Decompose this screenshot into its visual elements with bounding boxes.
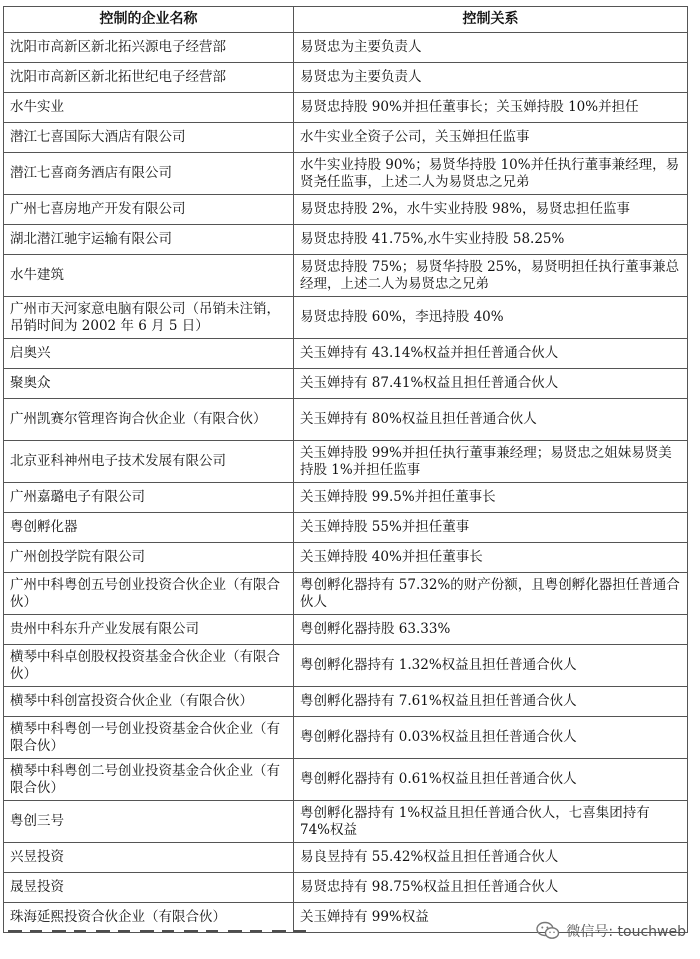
company-name-cell: 广州七喜房地产开发有限公司 bbox=[4, 195, 294, 225]
company-name-cell: 粤创孵化器 bbox=[4, 513, 294, 543]
table-row bbox=[4, 843, 688, 873]
control-relation-cell: 易贤忠持股 90%并担任董事长；关玉婵持股 10%并担任 bbox=[294, 93, 688, 123]
table-row bbox=[4, 399, 688, 441]
control-relation-cell: 关玉婵持有 80%权益且担任普通合伙人 bbox=[294, 399, 688, 441]
control-relation-cell: 易贤忠持有 98.75%权益且担任普通合伙人 bbox=[294, 873, 688, 903]
table-row bbox=[4, 33, 688, 63]
table-row bbox=[4, 339, 688, 369]
company-name-cell: 珠海延熙投资合伙企业（有限合伙） bbox=[4, 903, 294, 933]
cropped-footnote-line bbox=[8, 930, 308, 932]
table-row bbox=[4, 195, 688, 225]
control-relation-cell: 水牛实业持股 90%；易贤华持股 10%并任执行董事兼经理，易贤尧任监事，上述二人为易贤忠之兄弟 bbox=[294, 153, 688, 195]
control-relation-cell: 粤创孵化器持有 57.32%的财产份额，且粤创孵化器担任普通合伙人 bbox=[294, 573, 688, 615]
table-row bbox=[4, 573, 688, 615]
table-row bbox=[4, 255, 688, 297]
company-name-cell: 横琴中科卓创股权投资基金合伙企业（有限合伙） bbox=[4, 645, 294, 687]
table-row bbox=[4, 873, 688, 903]
table-row bbox=[4, 483, 688, 513]
control-relation-cell: 粤创孵化器持有 7.61%权益且担任普通合伙人 bbox=[294, 687, 688, 717]
company-name-cell: 广州中科粤创五号创业投资合伙企业（有限合伙） bbox=[4, 573, 294, 615]
control-relation-cell: 易贤忠持股 41.75%,水牛实业持股 58.25% bbox=[294, 225, 688, 255]
control-relation-cell: 易良昱持有 55.42%权益且担任普通合伙人 bbox=[294, 843, 688, 873]
control-relation-cell: 关玉婵持股 99.5%并担任董事长 bbox=[294, 483, 688, 513]
control-relation-cell: 易贤忠为主要负责人 bbox=[294, 63, 688, 93]
company-name-cell: 广州市天河家意电脑有限公司（吊销未注销，吊销时间为 2002 年 6 月 5 日） bbox=[4, 297, 294, 339]
control-relation-cell: 粤创孵化器持有 0.03%权益且担任普通合伙人 bbox=[294, 717, 688, 759]
table-row bbox=[4, 801, 688, 843]
table-row bbox=[4, 717, 688, 759]
company-name-cell: 兴昱投资 bbox=[4, 843, 294, 873]
control-relation-cell: 关玉婵持股 99%并担任执行董事兼经理；易贤忠之姐妹易贤美持股 1%并担任监事 bbox=[294, 441, 688, 483]
table-row bbox=[4, 759, 688, 801]
table-row bbox=[4, 63, 688, 93]
control-relation-cell: 易贤忠持股 2%，水牛实业持股 98%，易贤忠担任监事 bbox=[294, 195, 688, 225]
company-name-cell: 沈阳市高新区新北拓兴源电子经营部 bbox=[4, 33, 294, 63]
company-name-cell: 横琴中科粤创二号创业投资基金合伙企业（有限合伙） bbox=[4, 759, 294, 801]
control-relation-cell: 易贤忠持股 60%，李迅持股 40% bbox=[294, 297, 688, 339]
control-relation-cell: 粤创孵化器持有 1%权益且担任普通合伙人，七喜集团持有 74%权益 bbox=[294, 801, 688, 843]
table-row bbox=[4, 543, 688, 573]
control-relationship-table bbox=[3, 6, 688, 933]
company-name-cell: 聚奥众 bbox=[4, 369, 294, 399]
control-relation-cell: 关玉婵持股 40%并担任董事长 bbox=[294, 543, 688, 573]
table-row bbox=[4, 297, 688, 339]
control-relation-cell: 关玉婵持有 43.14%权益并担任普通合伙人 bbox=[294, 339, 688, 369]
company-name-cell: 横琴中科粤创一号创业投资基金合伙企业（有限合伙） bbox=[4, 717, 294, 759]
company-name-cell: 潜江七喜国际大酒店有限公司 bbox=[4, 123, 294, 153]
control-relation-cell: 粤创孵化器持有 0.61%权益且担任普通合伙人 bbox=[294, 759, 688, 801]
company-name-cell: 广州创投学院有限公司 bbox=[4, 543, 294, 573]
wechat-watermark bbox=[536, 921, 686, 941]
company-name-cell: 晟昱投资 bbox=[4, 873, 294, 903]
table-row bbox=[4, 225, 688, 255]
header-control-relation: 控制关系 bbox=[294, 7, 688, 33]
company-name-cell: 贵州中科东升产业发展有限公司 bbox=[4, 615, 294, 645]
control-relation-cell: 粤创孵化器持有 1.32%权益且担任普通合伙人 bbox=[294, 645, 688, 687]
company-name-cell: 北京亚科神州电子技术发展有限公司 bbox=[4, 441, 294, 483]
table-row bbox=[4, 123, 688, 153]
table-row bbox=[4, 615, 688, 645]
company-name-cell: 广州凯赛尔管理咨询合伙企业（有限合伙） bbox=[4, 399, 294, 441]
table-row bbox=[4, 369, 688, 399]
watermark-text: 微信号: touchweb bbox=[566, 924, 686, 940]
company-name-cell: 粤创三号 bbox=[4, 801, 294, 843]
table-row bbox=[4, 645, 688, 687]
control-relation-cell: 易贤忠为主要负责人 bbox=[294, 33, 688, 63]
header-company-name: 控制的企业名称 bbox=[4, 7, 294, 33]
control-relation-cell: 粤创孵化器持股 63.33% bbox=[294, 615, 688, 645]
company-name-cell: 横琴中科创富投资合伙企业（有限合伙） bbox=[4, 687, 294, 717]
company-name-cell: 潜江七喜商务酒店有限公司 bbox=[4, 153, 294, 195]
wechat-icon bbox=[536, 921, 560, 941]
table-row bbox=[4, 513, 688, 543]
company-name-cell: 湖北潜江驰宇运输有限公司 bbox=[4, 225, 294, 255]
control-relation-cell: 水牛实业全资子公司，关玉婵担任监事 bbox=[294, 123, 688, 153]
table-row bbox=[4, 153, 688, 195]
company-name-cell: 启奥兴 bbox=[4, 339, 294, 369]
table-header-row bbox=[4, 7, 688, 33]
table-row bbox=[4, 93, 688, 123]
control-relation-cell: 关玉婵持股 55%并担任董事 bbox=[294, 513, 688, 543]
table-row bbox=[4, 441, 688, 483]
table-row bbox=[4, 687, 688, 717]
control-relation-cell: 关玉婵持有 87.41%权益且担任普通合伙人 bbox=[294, 369, 688, 399]
company-name-cell: 广州嘉璐电子有限公司 bbox=[4, 483, 294, 513]
company-name-cell: 水牛建筑 bbox=[4, 255, 294, 297]
control-relation-cell: 易贤忠持股 75%；易贤华持股 25%，易贤明担任执行董事兼总经理，上述二人为易贤忠之兄弟 bbox=[294, 255, 688, 297]
company-name-cell: 沈阳市高新区新北拓世纪电子经营部 bbox=[4, 63, 294, 93]
company-name-cell: 水牛实业 bbox=[4, 93, 294, 123]
control-relation-cell: 关玉婵持有 99%权益 bbox=[294, 903, 688, 933]
